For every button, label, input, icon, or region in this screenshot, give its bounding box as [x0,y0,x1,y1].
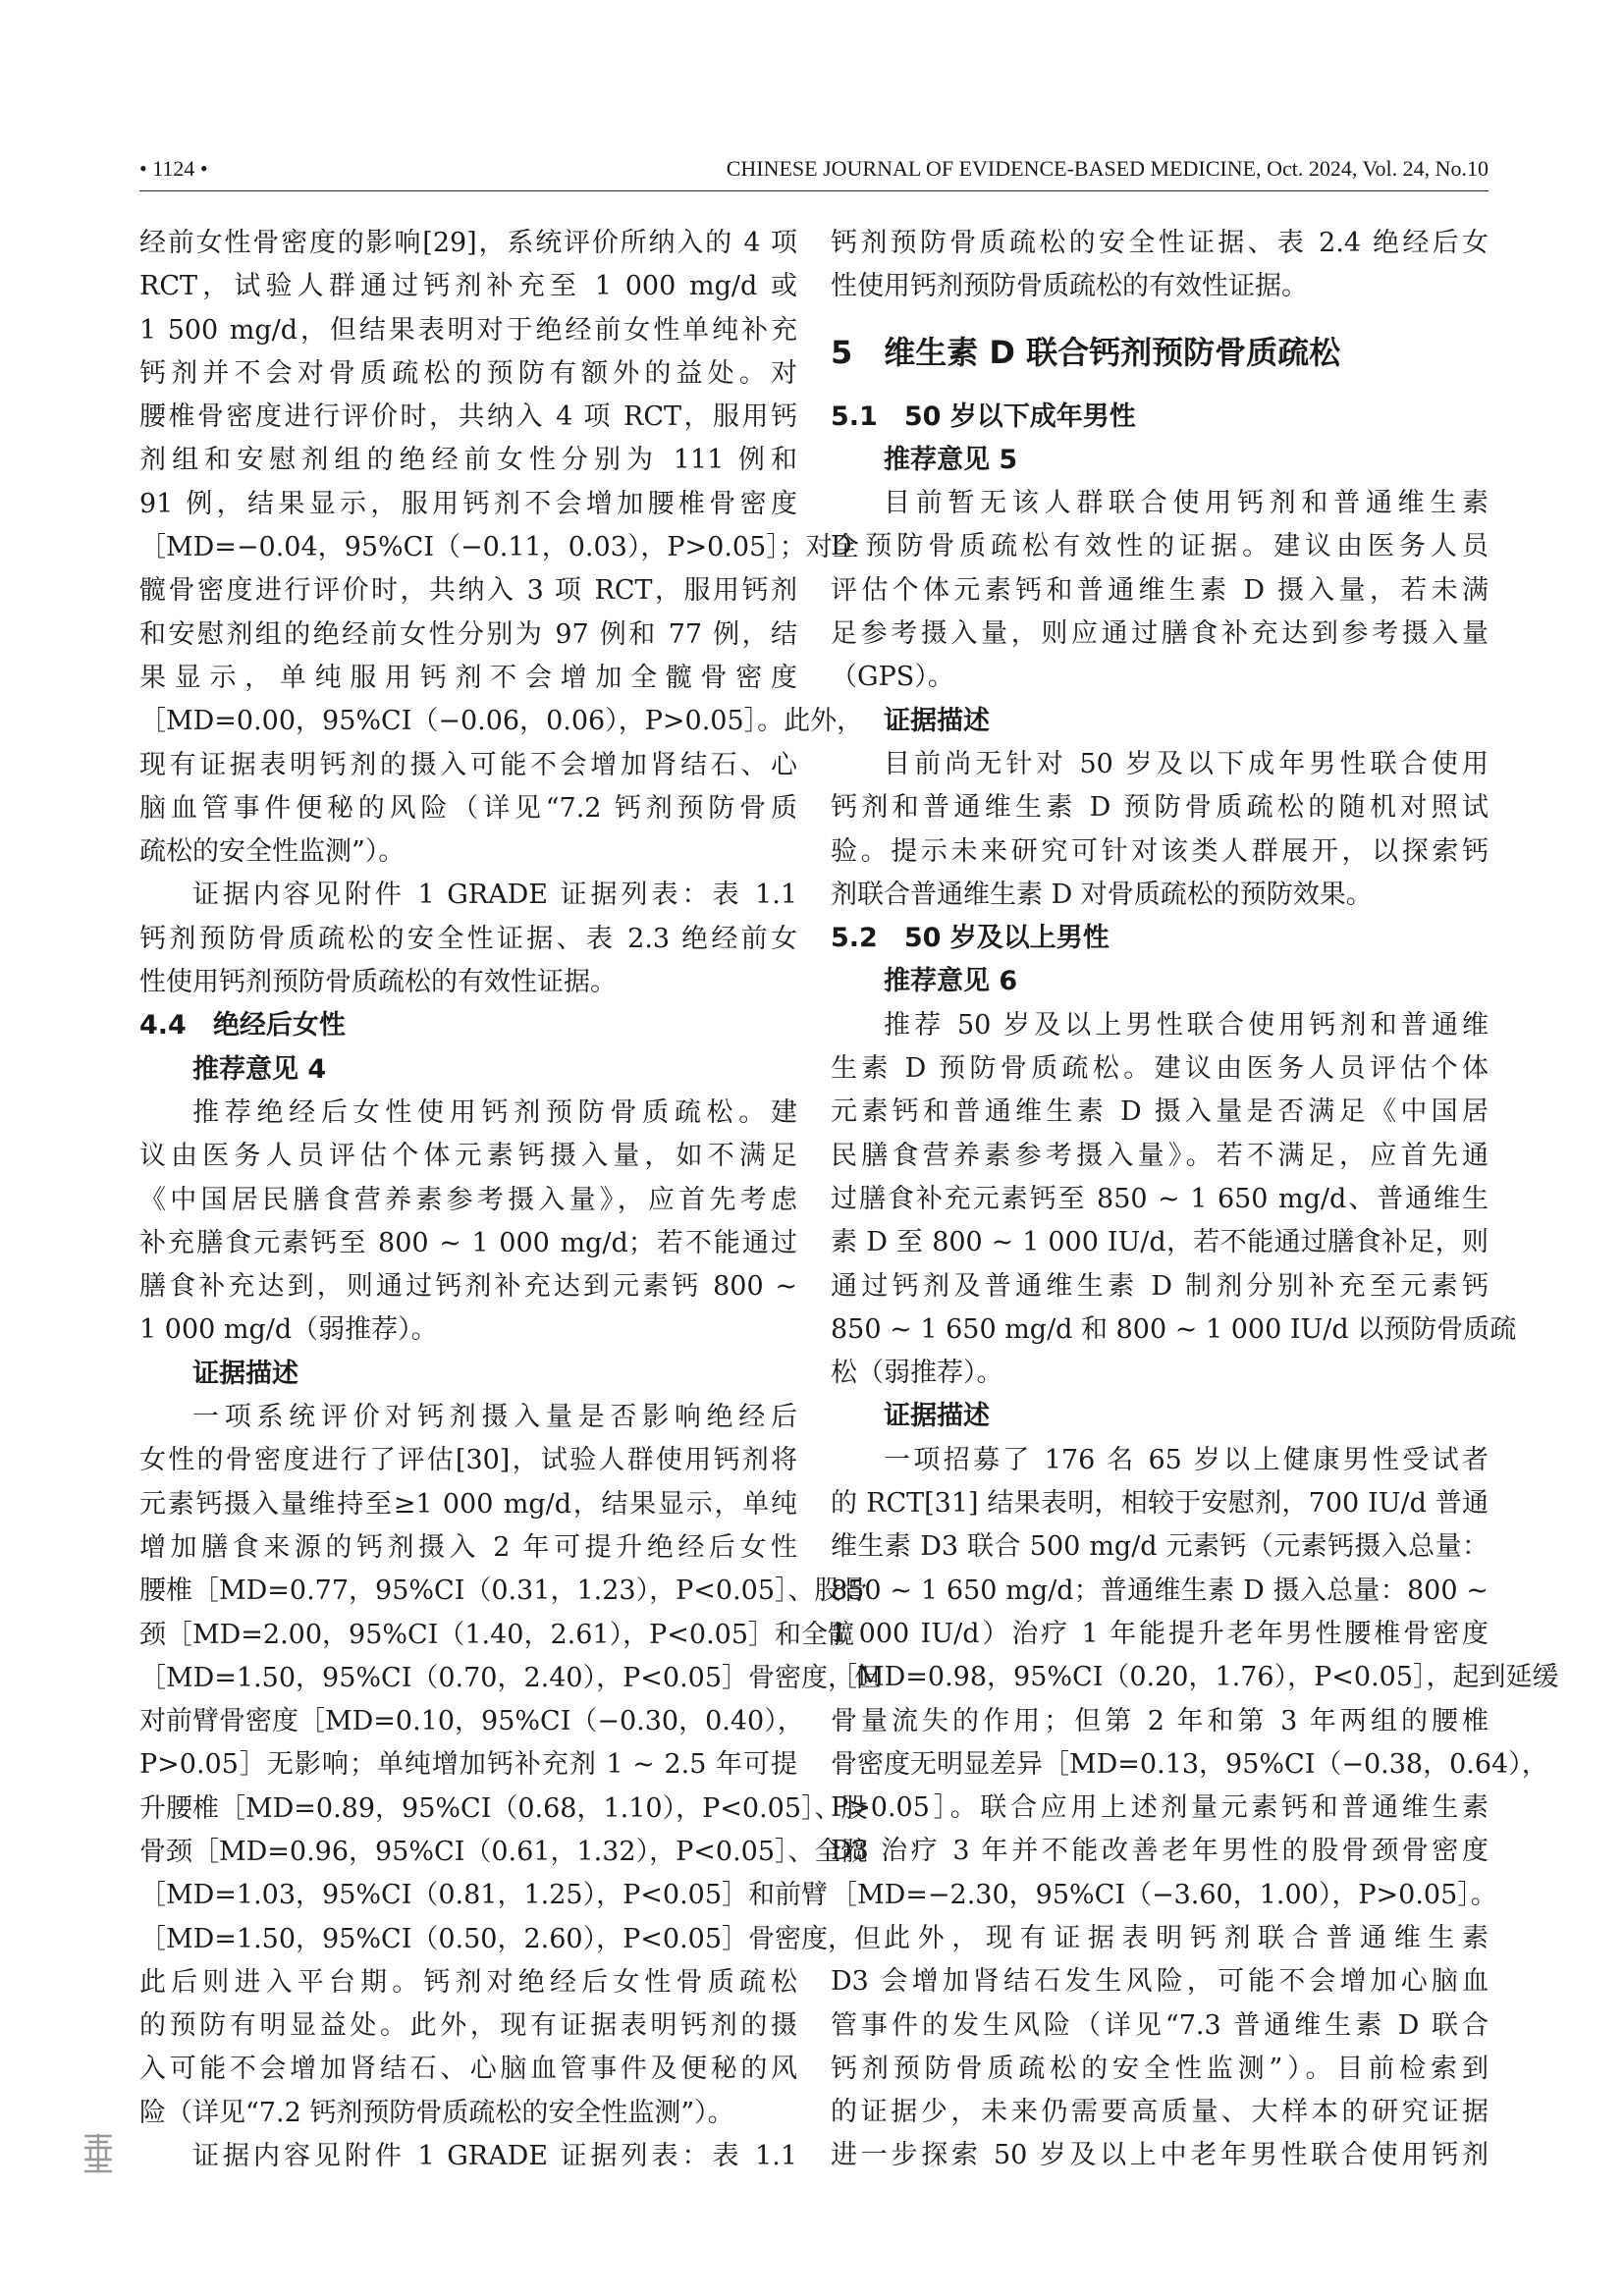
text-line: 补充膳食元素钙至 800 ~ 1 000 mg/d；若不能通过 [139,1227,797,1258]
text-line: 1 000 IU/d）治疗 1 年能提升老年男性腰椎骨密度 [831,1618,1489,1649]
text-line: 850 ~ 1 650 mg/d；普通维生素 D 摄入总量：800 ~ [831,1575,1489,1606]
text-line: ［MD=0.00，95%CI（−0.06，0.06），P>0.05］。此外， [139,706,864,737]
text-line: 和安慰剂组的绝经前女性分别为 97 例和 77 例，结 [139,618,797,650]
text-line: 议由医务人员评估个体元素钙摄入量，如不满足 [139,1141,797,1172]
paragraph-end-line: 1 000 mg/d（弱推荐）。 [139,1314,438,1346]
paragraph-end-line: ［MD=−2.30，95%CI（−3.60，1.00），P>0.05］。 [831,1879,1497,1910]
subsection-heading: 4.4 绝经后女性 [139,1010,346,1041]
text-line: 骨密度无明显差异［MD=0.13，95%CI（−0.38，0.64）， [831,1748,1548,1780]
text-line: 脑血管事件便秘的风险（详见“7.2 钙剂预防骨质 [139,792,797,824]
text-line: 经前女性骨密度的影响[29]，系统评价所纳入的 4 项 [139,228,797,258]
text-line: ［MD=1.50，95%CI（0.70，2.40），P<0.05］骨密度，但 [139,1662,882,1693]
text-line: 颈［MD=2.00，95%CI（1.40，2.61），P<0.05］和全髋 [139,1619,855,1650]
text-line: 现有证据表明钙剂的摄入可能不会增加肾结石、心 [139,749,797,780]
text-line: 腰椎骨密度进行评价时，共纳入 4 项 RCT，服用钙 [139,401,797,433]
paragraph-start-line: 推荐绝经后女性使用钙剂预防骨质疏松。建 [192,1096,797,1128]
paragraph-end-line: 剂联合普通维生素 D 对骨质疏松的预防效果。 [831,879,1373,910]
text-line: 钙剂预防骨质疏松的安全性证据、表 2.3 绝经前女 [139,923,797,954]
paragraph-start-line: 此外，现有证据表明钙剂联合普通维生素 [884,1922,1489,1953]
recommendation-label: 推荐意见 4 [192,1053,327,1085]
right-column [831,222,1559,2178]
text-line: 元素钙和普通维生素 D 摄入量是否满足《中国居 [831,1096,1489,1128]
text-line: 骨量流失的作用；但第 2 年和第 3 年两组的腰椎 [831,1705,1489,1736]
text-line: 增加膳食来源的钙剂摄入 2 年可提升绝经后女性 [139,1531,797,1563]
text-line: 的预防有明显益处。此外，现有证据表明钙剂的摄 [139,2010,797,2042]
paragraph-end-line: 险（详见“7.2 钙剂预防骨质疏松的安全性监测”）。 [139,2097,734,2128]
recommendation-label: 推荐意见 5 [884,444,1018,475]
text-line: RCT，试验人群通过钙剂补充至 1 000 mg/d 或 [139,271,797,302]
recommendation-label: 证据描述 [884,1401,990,1432]
text-line: 女性的骨密度进行了评估[30]，试验人群使用钙剂将 [139,1445,797,1476]
paragraph-start-line: 一项招募了 176 名 65 岁以上健康男性受试者 [884,1444,1489,1475]
recommendation-label: 证据描述 [192,1358,298,1389]
paragraph-end-line: 性使用钙剂预防骨质疏松的有效性证据。 [139,967,617,998]
subsection-heading: 5.2 50 岁及以上男性 [831,923,1110,954]
text-line: 钙剂并不会对骨质疏松的预防有额外的益处。对 [139,357,797,389]
text-line: 过膳食补充元素钙至 850 ~ 1 650 mg/d、普通维生 [831,1183,1489,1214]
paragraph-start-line: 证据内容见附件 1 GRADE 证据列表：表 1.1 [192,880,797,911]
left-column [139,222,882,2178]
text-line: 验。提示未来研究可针对该类人群展开，以探索钙 [831,835,1489,867]
paragraph-start-line: 目前尚无针对 50 岁及以下成年男性联合使用 [884,748,1489,779]
text-line: 果显示，单纯服用钙剂不会增加全髋骨密度 [139,662,797,693]
text-line: 钙剂预防骨质疏松的安全性监测”）。目前检索到 [831,2053,1489,2084]
text-line: 对前臂骨密度［MD=0.10，95%CI（−0.30，0.40）， [139,1706,804,1737]
paragraph-end-line: 疏松的安全性监测”）。 [139,836,406,868]
text-line: ［MD=1.03，95%CI（0.81，1.25），P<0.05］和前臂 [139,1880,829,1911]
paragraph-end-line: 松（弱推荐）。 [831,1358,1003,1389]
text-line: D 预防骨质疏松有效性的证据。建议由医务人员 [831,531,1489,562]
text-line: 的 RCT[31] 结果表明，相较于安慰剂，700 IU/d 普通 [831,1488,1489,1520]
subsection-heading: 5.1 50 岁以下成年男性 [831,400,1136,432]
page-number: • 1124 • [139,156,208,181]
text-line: 通过钙剂及普通维生素 D 制剂分别补充至元素钙 [831,1270,1489,1302]
text-line: 进一步探索 50 岁及以上中老年男性联合使用钙剂 [831,2140,1489,2171]
text-line: D3 治疗 3 年并不能改善老年男性的股骨颈骨密度 [831,1836,1489,1867]
text-line: 腰椎［MD=0.77，95%CI（0.31，1.23），P<0.05］、股骨 [139,1575,868,1607]
recommendation-label: 证据描述 [884,705,990,736]
text-line: 民膳食营养素参考摄入量》。若不满足，应首先通 [831,1140,1489,1171]
text-line: 钙剂预防骨质疏松的安全性证据、表 2.4 绝经后女 [831,228,1489,258]
text-line: P>0.05］。联合应用上述剂量元素钙和普通维生素 [831,1792,1489,1824]
text-line: 入可能不会增加肾结石、心脑血管事件及便秘的风 [139,2054,797,2085]
paragraph-start-line: 目前暂无该人群联合使用钙剂和普通维生素 [884,488,1489,519]
text-line: 钙剂和普通维生素 D 预防骨质疏松的随机对照试 [831,792,1489,824]
text-line: 髋骨密度进行评价时，共纳入 3 项 RCT，服用钙剂 [139,575,797,607]
journal-reference: CHINESE JOURNAL OF EVIDENCE-BASED MEDICINE, Oct. 2024, Vol. 24, No.10 [726,156,1489,181]
text-line: 剂组和安慰剂组的绝经前女性分别为 111 例和 [139,445,797,476]
paragraph-start-line: 证据内容见附件 1 GRADE 证据列表：表 1.1 [192,2141,797,2172]
text-line: D3 会增加肾结石发生风险，可能不会增加心脑血 [831,1966,1489,1998]
text-line: 生素 D 预防骨质疏松。建议由医务人员评估个体 [831,1053,1489,1085]
paragraph-start-line: 一项系统评价对钙剂摄入量是否影响绝经后 [192,1402,797,1433]
text-line: 《中国居民膳食营养素参考摄入量》，应首先考虑 [139,1184,797,1215]
text-line: 膳食补充达到，则通过钙剂补充达到元素钙 800 ~ [139,1271,797,1303]
text-line: ［MD=1.50，95%CI（0.50，2.60），P<0.05］骨密度，但 [139,1923,882,1954]
text-line: 此后则进入平台期。钙剂对绝经后女性骨质疏松 [139,1966,797,1998]
text-line: ［MD=−0.04，95%CI（−0.11，0.03），P>0.05］；对全 [139,532,859,563]
text-line: 评估个体元素钙和普通维生素 D 摄入量，若未满 [831,574,1489,606]
paragraph-start-line: 推荐 50 岁及以上男性联合使用钙剂和普通维 [884,1009,1489,1041]
text-line: 素 D 至 800 ~ 1 000 IU/d，若不能通过膳食补足，则 [831,1227,1489,1258]
text-line: 的证据少，未来仍需要高质量、大样本的研究证据 [831,2097,1489,2128]
publisher-logo-icon [79,2130,118,2173]
recommendation-label: 推荐意见 6 [884,966,1018,997]
text-line: 850 ~ 1 650 mg/d 和 800 ~ 1 000 IU/d 以预防骨质疏 [831,1313,1517,1345]
text-line: 骨颈［MD=0.96，95%CI（0.61，1.32），P<0.05］、全髋 [139,1836,868,1867]
text-line: 维生素 D3 联合 500 mg/d 元素钙（元素钙摄入总量： [831,1531,1489,1563]
page-header [139,155,1489,191]
section-heading: 5 维生素 D 联合钙剂预防骨质疏松 [831,333,1341,371]
text-line: P>0.05］无影响；单纯增加钙补充剂 1 ~ 2.5 年可提 [139,1749,797,1781]
text-line: 91 例，结果显示，服用钙剂不会增加腰椎骨密度 [139,488,797,519]
text-line: ［MD=0.98，95%CI（0.20，1.76），P<0.05］，起到延缓 [831,1662,1559,1693]
text-line: 元素钙摄入量维持至≥1 000 mg/d，结果显示，单纯 [139,1488,797,1520]
paragraph-end-line: 性使用钙剂预防骨质疏松的有效性证据。 [831,271,1308,302]
text-line: 管事件的发生风险（详见“7.3 普通维生素 D 联合 [831,2009,1489,2041]
text-line: 足参考摄入量，则应通过膳食补充达到参考摄入量 [831,618,1489,650]
paragraph-end-line: （GPS）。 [831,662,954,693]
text-line: 1 500 mg/d，但结果表明对于绝经前女性单纯补充 [139,314,797,346]
text-line: 升腰椎［MD=0.89，95%CI（0.68，1.10），P<0.05］、股 [139,1792,868,1824]
